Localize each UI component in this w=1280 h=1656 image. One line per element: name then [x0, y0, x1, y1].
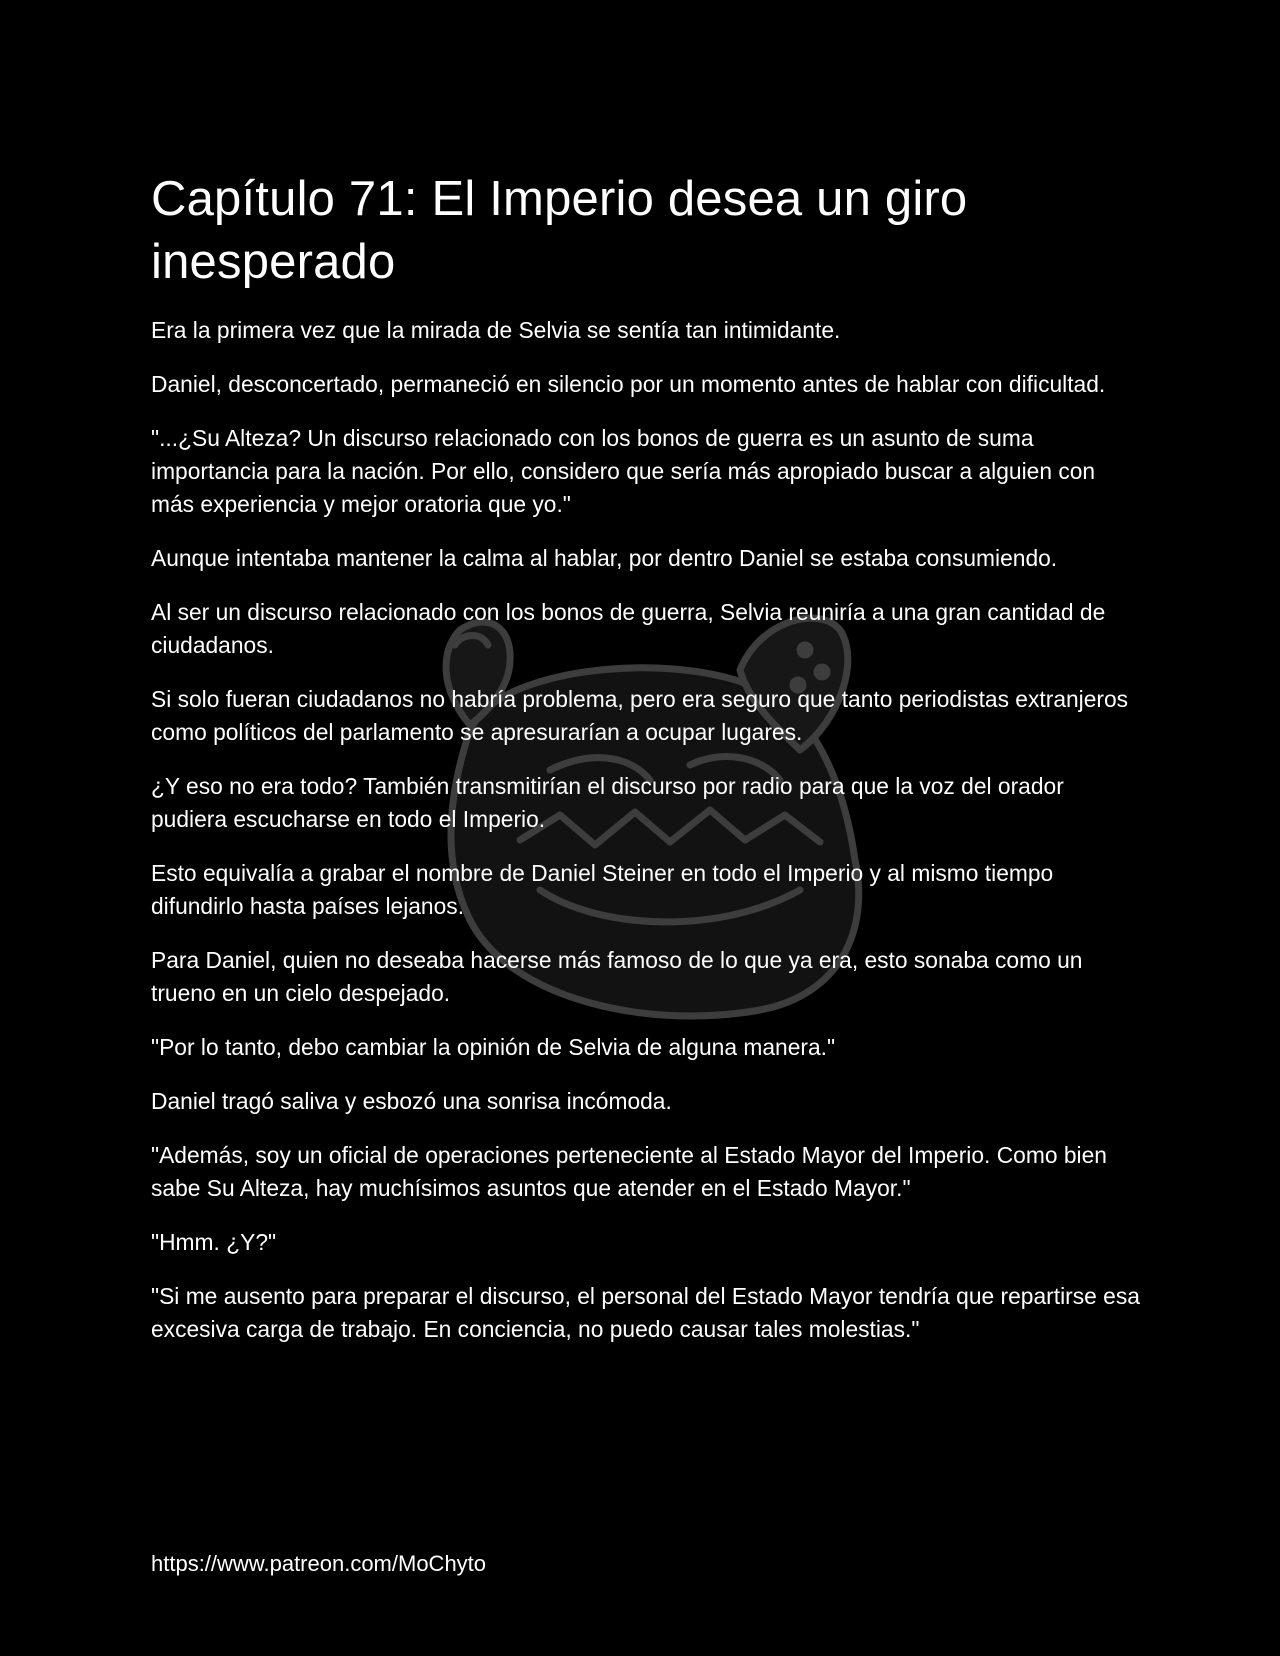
paragraph: "...¿Su Alteza? Un discurso relacionado con los bonos de guerra es un asunto de suma importancia para la nación. Por ello, considero que sería más apropiado buscar a alguien con más experiencia y mejor oratoria que yo.": [151, 425, 1096, 517]
chapter-title: Capítulo 71: El Imperio desea un giro inesperado: [151, 172, 968, 289]
paragraph: Aunque intentaba mantener la calma al hablar, por dentro Daniel se estaba consumiendo.: [151, 545, 1058, 571]
paragraph: Si solo fueran ciudadanos no habría problema, pero era seguro que tanto periodistas extranjeros como políticos del parlamento se apresurarían a ocupar lugares.: [151, 686, 1129, 745]
paragraph: Para Daniel, quien no deseaba hacerse más famoso de lo que ya era, esto sonaba como un trueno en un cielo despejado.: [151, 947, 1083, 1006]
paragraph: "Hmm. ¿Y?": [151, 1229, 277, 1255]
paragraph: Daniel, desconcertado, permaneció en silencio por un momento antes de hablar con dificultad.: [151, 371, 1106, 397]
paragraph: "Además, soy un oficial de operaciones perteneciente al Estado Mayor del Imperio. Como bien sabe Su Alteza, hay muchísimos asuntos que atender en el Estado Mayor.": [151, 1142, 1107, 1201]
paragraph: "Por lo tanto, debo cambiar la opinión de Selvia de alguna manera.": [151, 1034, 836, 1060]
document-body: [151, 168, 1141, 1367]
paragraph: Era la primera vez que la mirada de Selvia se sentía tan intimidante.: [151, 317, 841, 343]
paragraph: Al ser un discurso relacionado con los bonos de guerra, Selvia reuniría a una gran cantidad de ciudadanos.: [151, 599, 1106, 658]
patreon-link[interactable]: https://www.patreon.com/MoChyto: [151, 1551, 487, 1576]
paragraph: ¿Y eso no era todo? También transmitirían el discurso por radio para que la voz del orador pudiera escucharse en todo el Imperio.: [151, 773, 1064, 832]
paragraph: Esto equivalía a grabar el nombre de Daniel Steiner en todo el Imperio y al mismo tiempo difundirlo hasta países lejanos.: [151, 860, 1054, 919]
paragraph: Daniel tragó saliva y esbozó una sonrisa incómoda.: [151, 1088, 672, 1114]
paragraph: "Si me ausento para preparar el discurso, el personal del Estado Mayor tendría que repartirse esa excesiva carga de trabajo. En conciencia, no puedo causar tales molestias.": [151, 1283, 1140, 1342]
